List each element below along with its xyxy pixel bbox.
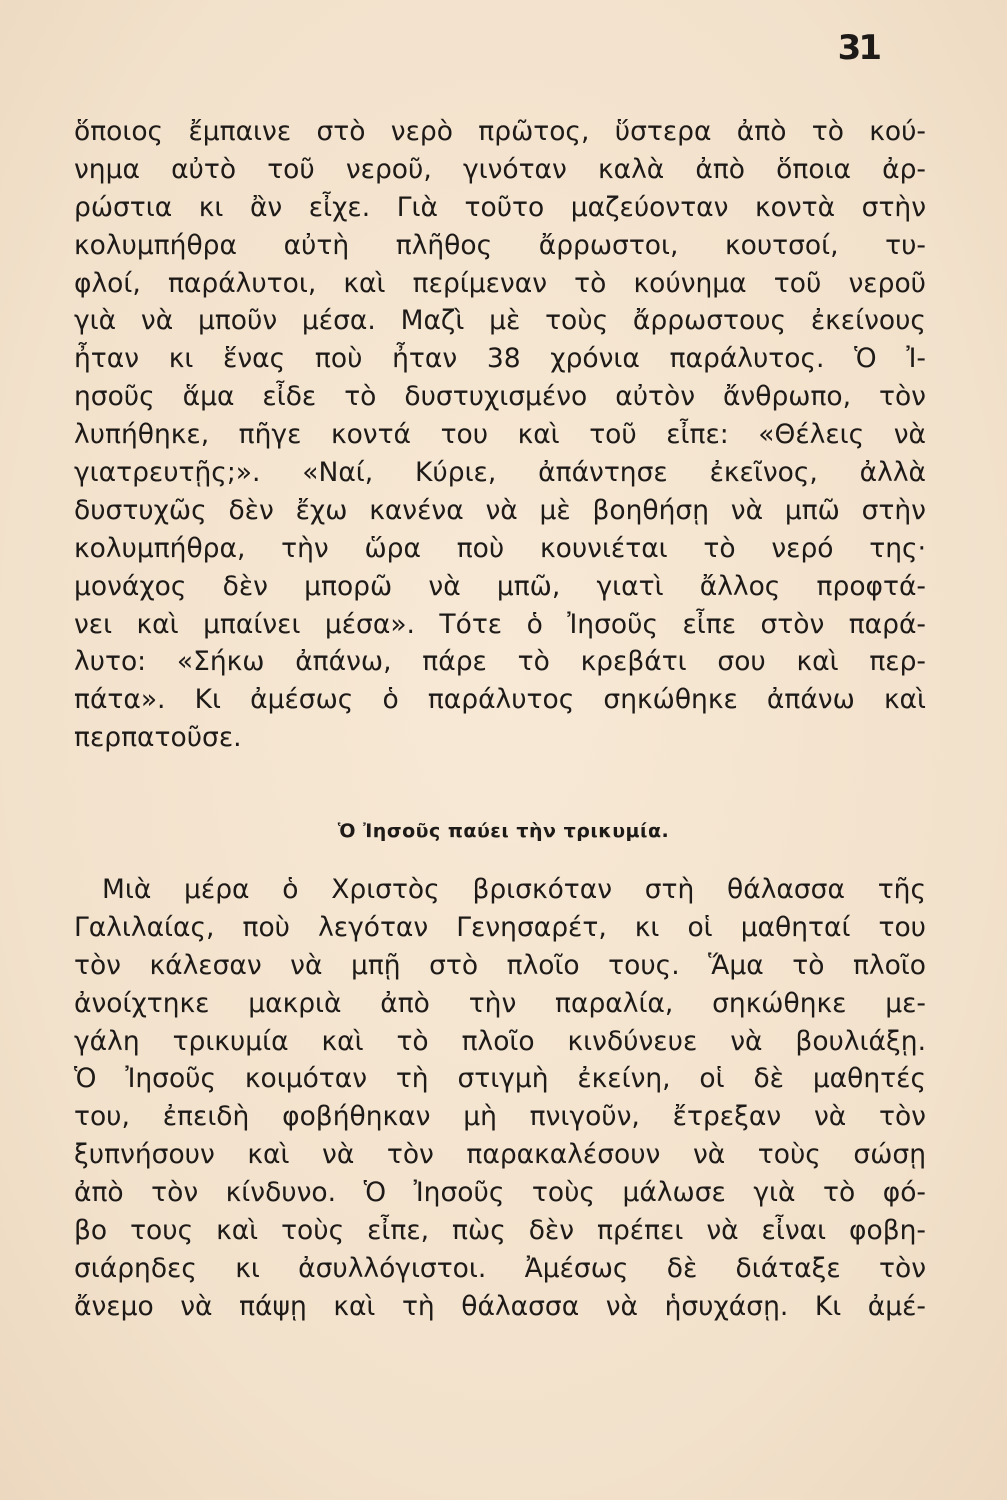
text-line: δυστυχῶς δὲν ἔχω κανένα νὰ μὲ βοηθήσῃ νὰ μπῶ στὴν [74, 494, 926, 526]
text-line: πάτα». Κι ἀμέσως ὁ παράλυτος σηκώθηκε ἀπάνω καὶ [74, 684, 926, 716]
text-line: ρώστια κι ἂν εἶχε. Γιὰ τοῦτο μαζεύονταν κοντὰ στὴν [74, 191, 926, 223]
text-line: φλοί, παράλυτοι, καὶ περίμεναν τὸ κούνημα τοῦ νεροῦ [74, 267, 926, 299]
text-line: ἄνεμο νὰ πάψῃ καὶ τὴ θάλασσα νὰ ἡσυχάσῃ. Κι ἀμέ- [74, 1290, 926, 1322]
text-line: ὅποιος ἔμπαινε στὸ νερὸ πρῶτος, ὕστερα ἀπὸ τὸ κού- [74, 116, 926, 147]
text-line: Γαλιλαίας, ποὺ λεγόταν Γενησαρέτ, κι οἱ μαθηταί του [74, 911, 926, 943]
text-line: νημα αὐτὸ τοῦ νεροῦ, γινόταν καλὰ ἀπὸ ὅποια ἀρ- [74, 153, 926, 185]
text-line: Μιὰ μέρα ὁ Χριστὸς βρισκόταν στὴ θάλασσα τῆς [102, 874, 926, 905]
section-heading: Ὁ Ἰησοῦς παύει τὴν τρικυμία. [337, 820, 670, 842]
text-line: νει καὶ μπαίνει μέσα». Τότε ὁ Ἰησοῦς εἶπε στὸν παρά- [74, 608, 926, 640]
text-line: ἀπὸ τὸν κίνδυνο. Ὁ Ἰησοῦς τοὺς μάλωσε γιὰ τὸ φό- [74, 1177, 926, 1209]
paragraph-calming-storm [74, 871, 926, 1326]
text-line: γάλη τρικυμία καὶ τὸ πλοῖο κινδύνευε νὰ βουλιάξῃ. [74, 1025, 926, 1057]
text-line: ἦταν κι ἕνας ποὺ ἦταν 38 χρόνια παράλυτος. Ὁ Ἰ- [74, 343, 926, 375]
text-line: γιὰ νὰ μποῦν μέσα. Μαζὶ μὲ τοὺς ἄρρωστους ἐκείνους [74, 305, 926, 337]
text-line: σιάρηδες κι ἀσυλλόγιστοι. Ἀμέσως δὲ διάταξε τὸν [74, 1252, 926, 1284]
page-number: 31 [837, 28, 879, 68]
text-line: γιατρευτῇς;». «Ναί, Κύριε, ἀπάντησε ἐκεῖνος, ἀλλὰ [74, 457, 926, 489]
paragraph-healing-at-pool [74, 113, 926, 757]
text-line: ἀνοίχτηκε μακριὰ ἀπὸ τὴν παραλία, σηκώθηκε με- [74, 987, 926, 1019]
text-line: ξυπνήσουν καὶ νὰ τὸν παρακαλέσουν νὰ τοὺς σώσῃ [74, 1139, 926, 1171]
text-line: μονάχος δὲν μπορῶ νὰ μπῶ, γιατὶ ἄλλος προφτά- [74, 570, 926, 602]
text-line: τὸν κάλεσαν νὰ μπῇ στὸ πλοῖο τους. Ἅμα τὸ πλοῖο [74, 949, 926, 981]
text-line: λυτο: «Σήκω ἀπάνω, πάρε τὸ κρεβάτι σου καὶ περ- [74, 646, 926, 678]
text-line: βο τους καὶ τοὺς εἶπε, πὼς δὲν πρέπει νὰ εἶναι φοβη- [74, 1215, 926, 1247]
text-line: ησοῦς ἅμα εἶδε τὸ δυστυχισμένο αὐτὸν ἄνθρωπο, τὸν [74, 381, 926, 413]
text-line: λυπήθηκε, πῆγε κοντά του καὶ τοῦ εἶπε: «Θέλεις νὰ [74, 419, 926, 451]
text-line: κολυμπήθρα αὐτὴ πλῆθος ἄρρωστοι, κουτσοί, τυ- [74, 229, 926, 261]
text-line: περπατοῦσε. [74, 722, 242, 754]
text-line: του, ἐπειδὴ φοβήθηκαν μὴ πνιγοῦν, ἔτρεξαν νὰ τὸν [74, 1101, 926, 1133]
text-line: κολυμπήθρα, τὴν ὥρα ποὺ κουνιέται τὸ νερό της· [74, 532, 926, 564]
text-line: Ὁ Ἰησοῦς κοιμόταν τὴ στιγμὴ ἐκείνη, οἱ δὲ μαθητές [74, 1063, 926, 1095]
